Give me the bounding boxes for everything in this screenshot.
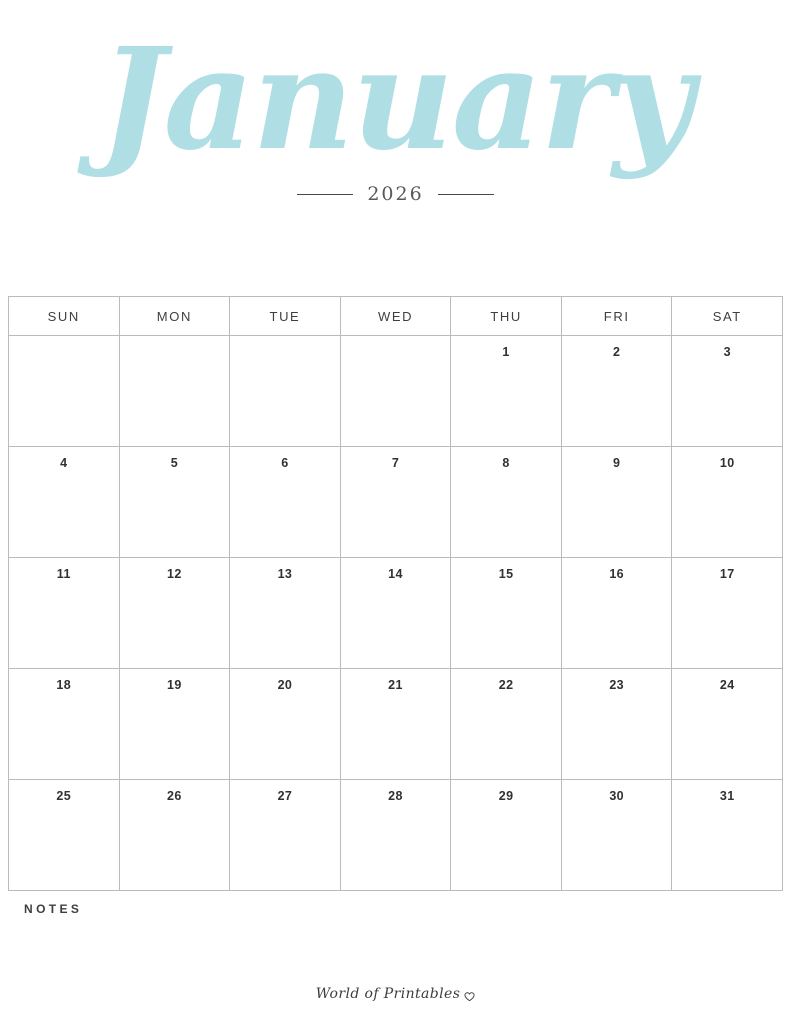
day-cell[interactable]	[451, 558, 562, 669]
calendar-week-row	[9, 447, 783, 558]
day-number: 13	[277, 567, 293, 581]
day-cell[interactable]	[451, 447, 562, 558]
weekday-header-cell	[230, 297, 341, 336]
day-cell[interactable]	[120, 669, 231, 780]
day-number: 16	[609, 567, 625, 581]
day-cell[interactable]	[341, 336, 452, 447]
day-number: 5	[170, 456, 179, 470]
day-number: 11	[56, 567, 71, 581]
day-cell[interactable]	[230, 447, 341, 558]
day-number: 2	[613, 345, 621, 359]
year-rule-left	[297, 194, 353, 195]
day-cell[interactable]	[341, 780, 452, 891]
day-cell[interactable]	[562, 336, 673, 447]
day-number: 1	[502, 345, 510, 359]
weekday-header-row	[9, 297, 783, 336]
day-cell[interactable]	[9, 669, 120, 780]
year-rule-right	[438, 194, 494, 195]
weekday-header-cell	[562, 297, 673, 336]
day-cell[interactable]	[9, 780, 120, 891]
day-cell[interactable]	[562, 780, 673, 891]
day-cell[interactable]	[451, 336, 562, 447]
day-cell[interactable]	[9, 558, 120, 669]
day-cell[interactable]	[230, 336, 341, 447]
weekday-label-thu: THU	[490, 308, 522, 324]
calendar-week-row	[9, 558, 783, 669]
day-number: 24	[719, 678, 735, 692]
day-cell[interactable]	[341, 558, 452, 669]
footer-brand-text: World of Printables	[315, 986, 461, 1002]
day-cell[interactable]	[672, 669, 783, 780]
weekday-label-mon: MON	[156, 308, 192, 324]
day-number: 18	[56, 678, 72, 692]
weekday-label-sun: SUN	[47, 308, 80, 324]
day-number: 12	[167, 567, 182, 581]
day-cell[interactable]	[230, 669, 341, 780]
calendar-header	[0, 0, 791, 205]
day-cell[interactable]	[672, 558, 783, 669]
day-cell[interactable]	[341, 447, 452, 558]
day-cell[interactable]	[120, 558, 231, 669]
weekday-label-fri: FRI	[603, 308, 630, 324]
day-number: 25	[56, 789, 72, 803]
day-number: 31	[719, 789, 735, 803]
day-cell[interactable]	[562, 447, 673, 558]
day-number: 3	[723, 345, 731, 359]
day-number: 9	[613, 456, 621, 470]
day-number: 19	[167, 678, 182, 692]
day-cell[interactable]	[120, 780, 231, 891]
heart-icon	[464, 989, 475, 1000]
day-number: 22	[498, 678, 514, 692]
calendar-week-row	[9, 780, 783, 891]
day-cell[interactable]	[9, 447, 120, 558]
weekday-header-cell	[672, 297, 783, 336]
weekday-label-sat: SAT	[712, 308, 742, 324]
weekday-header-cell	[9, 297, 120, 336]
weekday-header-cell	[451, 297, 562, 336]
day-cell[interactable]	[230, 780, 341, 891]
weekday-label-tue: TUE	[269, 308, 301, 324]
weekday-header-cell	[120, 297, 231, 336]
day-number: 7	[391, 456, 400, 470]
day-number: 21	[388, 678, 403, 692]
year-row	[0, 183, 791, 205]
day-cell[interactable]	[451, 780, 562, 891]
day-number: 10	[719, 456, 735, 470]
day-number: 15	[498, 567, 514, 581]
day-number: 6	[281, 456, 289, 470]
day-cell[interactable]	[230, 558, 341, 669]
day-cell[interactable]	[341, 669, 452, 780]
calendar-grid	[8, 296, 783, 891]
day-cell[interactable]	[672, 780, 783, 891]
year-label: 2026	[367, 183, 424, 205]
notes-label: NOTES	[24, 902, 83, 916]
day-number: 14	[388, 567, 403, 581]
day-number: 23	[609, 678, 625, 692]
day-number: 20	[277, 678, 293, 692]
day-cell[interactable]	[120, 447, 231, 558]
day-number: 4	[60, 456, 68, 470]
weekday-label-wed: WED	[377, 308, 414, 324]
page-title: January	[99, 18, 692, 182]
day-number: 27	[277, 789, 293, 803]
calendar-week-row	[9, 336, 783, 447]
day-cell[interactable]	[562, 558, 673, 669]
day-number: 17	[719, 567, 735, 581]
footer-brand	[0, 986, 791, 1002]
day-cell[interactable]	[672, 447, 783, 558]
weekday-header-cell	[341, 297, 452, 336]
day-cell[interactable]	[120, 336, 231, 447]
day-number: 8	[502, 456, 510, 470]
day-number: 26	[167, 789, 182, 803]
day-cell[interactable]	[562, 669, 673, 780]
day-cell[interactable]	[672, 336, 783, 447]
day-cell[interactable]	[9, 336, 120, 447]
day-number: 28	[388, 789, 403, 803]
day-number: 29	[498, 789, 514, 803]
day-cell[interactable]	[451, 669, 562, 780]
day-number: 30	[609, 789, 625, 803]
calendar-week-row	[9, 669, 783, 780]
